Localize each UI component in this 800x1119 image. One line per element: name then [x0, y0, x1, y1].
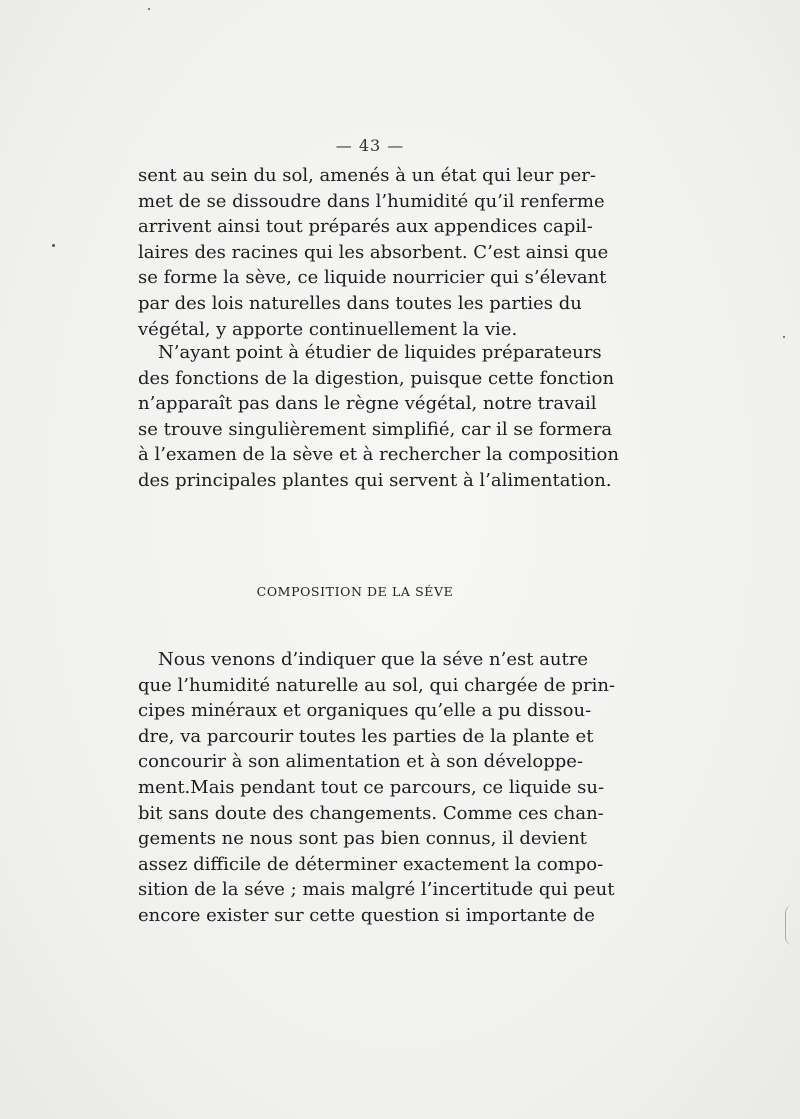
- text-line: à l’examen de la sève et à rechercher la composition: [138, 444, 619, 466]
- text-line: se trouve singulièrement simplifié, car il se formera: [138, 418, 613, 440]
- text-line: Nous venons d’indiquer que la séve n’est autre: [158, 649, 589, 670]
- text-line: assez difficile de déterminer exactement la compo-: [138, 853, 604, 875]
- text-line: se forme la sève, ce liquide nourricier qui s’élevant: [138, 267, 607, 289]
- text-line: végétal, y apporte continuellement la vie.: [138, 318, 518, 340]
- text-line: n’apparaît pas dans le règne végétal, notre travail: [138, 393, 597, 415]
- text-line: arrivent ainsi tout préparés aux appendices capil-: [138, 216, 593, 238]
- text-line: bit sans doute des changements. Comme ces chan-: [138, 802, 604, 824]
- paper-speck: [52, 244, 55, 247]
- text-line: des fonctions de la digestion, puisque cette fonction: [138, 367, 615, 389]
- text-line: par des lois naturelles dans toutes les parties du: [138, 292, 582, 314]
- text-line: N’ayant point à étudier de liquides préparateurs: [158, 342, 602, 363]
- page-number: — 43 —: [335, 136, 405, 155]
- text-line: sent au sein du sol, amenés à un état qui leur per-: [138, 165, 596, 186]
- text-line: met de se dissoudre dans l’humidité qu’il renferme: [138, 190, 605, 212]
- text-line: concourir à son alimentation et à son développe-: [138, 751, 584, 773]
- paragraph-3: [138, 647, 616, 929]
- text-line: dre, va parcourir toutes les parties de la plante et: [138, 725, 594, 747]
- section-heading: COMPOSITION DE LA SÉVE: [256, 584, 454, 599]
- paper-speck: [783, 336, 785, 338]
- paragraph-2: [138, 340, 619, 494]
- text-line: ment.Mais pendant tout ce parcours, ce liquide su-: [138, 776, 605, 798]
- text-line: encore exister sur cette question si importante de: [138, 904, 595, 926]
- text-line: que l’humidité naturelle au sol, qui chargée de prin-: [138, 674, 616, 696]
- paragraph-1: [138, 163, 609, 342]
- page-edge-mark: [785, 905, 794, 945]
- text-line: des principales plantes qui servent à l’alimentation.: [138, 469, 612, 491]
- text-line: gements ne nous sont pas bien connus, il devient: [138, 828, 587, 850]
- text-line: cipes minéraux et organiques qu’elle a pu dissou-: [138, 700, 592, 722]
- text-line: laires des racines qui les absorbent. C’est ainsi que: [138, 241, 609, 263]
- text-line: sition de la séve ; mais malgré l’incertitude qui peut: [138, 879, 615, 901]
- paper-speck: [148, 8, 150, 10]
